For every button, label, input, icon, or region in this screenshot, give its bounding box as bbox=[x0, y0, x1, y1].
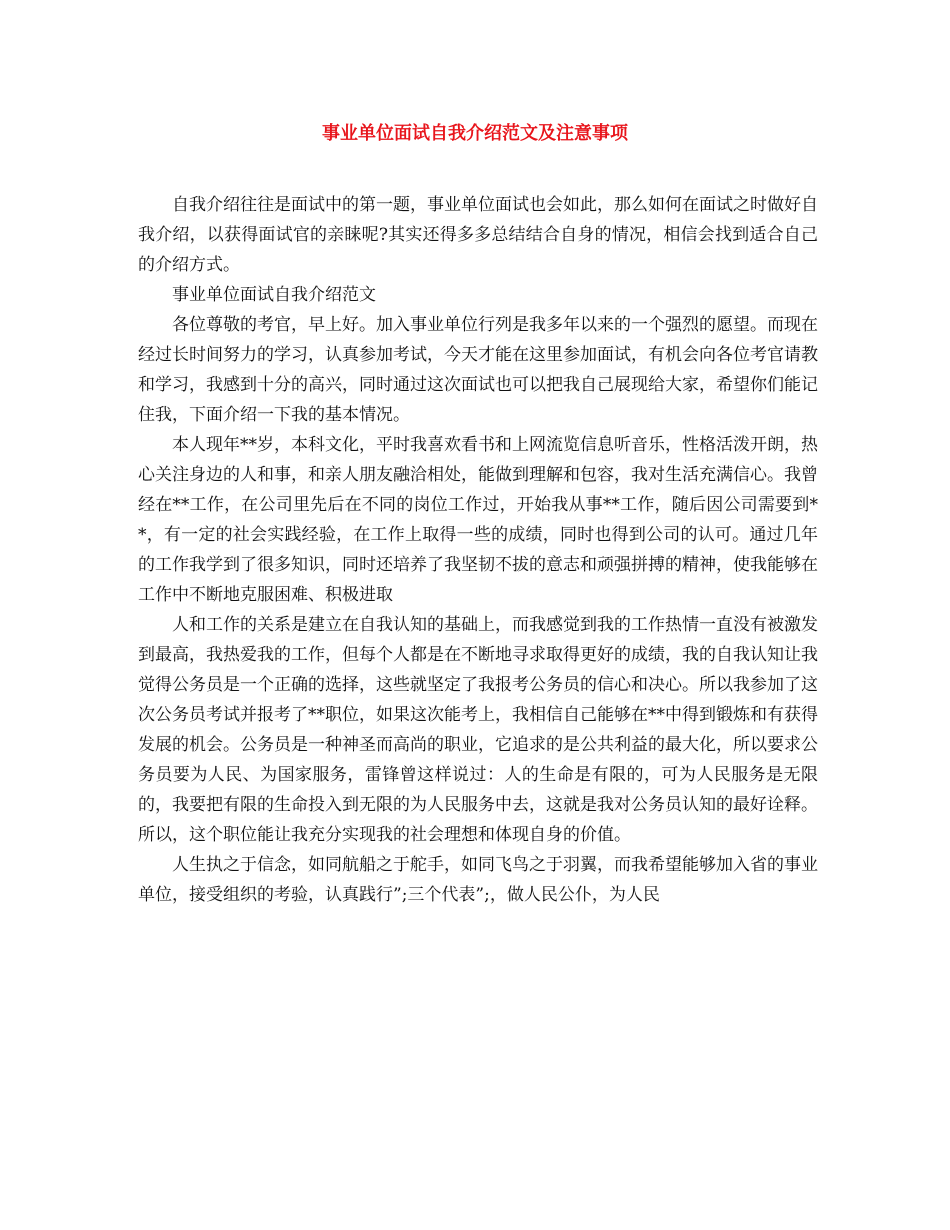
motivation-paragraph: 人和工作的关系是建立在自我认知的基础上，而我感觉到我的工作热情一直没有被激发到最高，我热爱我的工作，但每个人都是在不断地寻求取得更好的成绩，我的自我认知让我觉得公务员是一个正确的选择，这些就坚定了我报考公务员的信心和决心。所以我参加了这次公务员考试并报考了**职位，如果这次能考上，我相信自己能够在**中得到锻炼和有获得发展的机会。公务员是一种神圣而高尚的职业，它追求的是公共利益的最大化，所以要求公务员要为人民、为国家服务，雷锋曾这样说过：人的生命是有限的，可为人民服务是无限的，我要把有限的生命投入到无限的为人民服务中去，这就是我对公务员认知的最好诠释。所以，这个职位能让我充分实现我的社会理想和体现自身的价值。 bbox=[138, 615, 818, 845]
section-subheading: 事业单位面试自我介绍范文 bbox=[172, 285, 376, 305]
greeting-paragraph: 各位尊敬的考官，早上好。加入事业单位行列是我多年以来的一个强烈的愿望。而现在经过长时间努力的学习，认真参加考试，今天才能在这里参加面试，有机会向各位考官请教和学习，我感到十分的高兴，同时通过这次面试也可以把我自己展现给大家，希望你们能记住我，下面介绍一下我的基本情况。 bbox=[138, 315, 818, 425]
closing-paragraph: 人生执之于信念，如同航船之于舵手，如同飞鸟之于羽翼，而我希望能够加入省的事业单位，接受组织的考验，认真践行”;三个代表”;，做人民公仆，为人民 bbox=[138, 855, 818, 905]
document-body bbox=[138, 190, 818, 910]
background-paragraph: 本人现年**岁，本科文化，平时我喜欢看书和上网流览信息听音乐，性格活泼开朗，热心关注身边的人和事，和亲人朋友融洽相处，能做到理解和包容，我对生活充满信心。我曾经在**工作，在公司里先后在不同的岗位工作过，开始我从事**工作，随后因公司需要到**，有一定的社会实践经验，在工作上取得一些的成绩，同时也得到公司的认可。通过几年的工作我学到了很多知识，同时还培养了我坚韧不拔的意志和顽强拼搏的精神，使我能够在工作中不断地克服困难、积极进取 bbox=[138, 435, 818, 605]
intro-paragraph: 自我介绍往往是面试中的第一题，事业单位面试也会如此，那么如何在面试之时做好自我介绍，以获得面试官的亲睐呢?其实还得多多总结结合自身的情况，相信会找到适合自己的介绍方式。 bbox=[138, 195, 818, 275]
document-title: 事业单位面试自我介绍范文及注意事项 bbox=[322, 123, 628, 144]
